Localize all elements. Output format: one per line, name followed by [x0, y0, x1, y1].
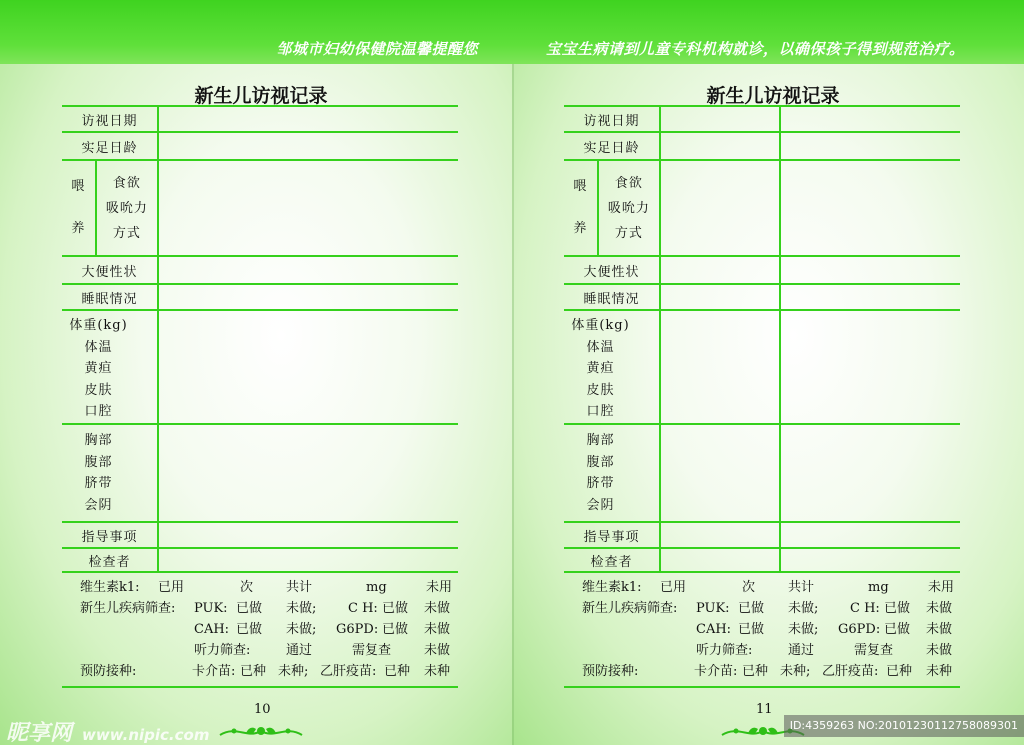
field-exam-1[interactable] [158, 310, 458, 424]
feeding-items: 食欲 吸吮力 方式 [598, 161, 659, 255]
label-guidance: 指导事项 [62, 522, 158, 548]
field-feeding-2[interactable] [780, 160, 960, 256]
field-sleep-2[interactable] [780, 284, 960, 310]
top-banner [0, 0, 512, 64]
field-guidance-2[interactable] [780, 522, 960, 548]
label-examiner: 检查者 [62, 548, 158, 572]
field-guidance[interactable] [158, 522, 458, 548]
field-exam-2[interactable] [158, 424, 458, 522]
field-guidance-1[interactable] [660, 522, 780, 548]
field-stool[interactable] [158, 256, 458, 284]
notes-vaccine: 预防接种: 卡介苗: 已种 未种; 乙肝疫苗: 已种 未种 [80, 664, 451, 679]
label-visit-date: 访视日期 [62, 106, 158, 132]
field-visit-date-1[interactable] [660, 106, 780, 132]
field-stool-2[interactable] [780, 256, 960, 284]
field-sleep-1[interactable] [660, 284, 780, 310]
field-visit-date[interactable] [158, 106, 458, 132]
notes-screen-2: CAH: 已做 未做; G6PD: 已做 未做 [194, 622, 451, 637]
label-guidance: 指导事项 [564, 522, 660, 548]
label-sleep: 睡眠情况 [62, 284, 158, 310]
page-number: 10 [254, 702, 271, 717]
field-exam-1-1[interactable] [660, 310, 780, 424]
visit-record-form [564, 105, 960, 573]
label-actual-age: 实足日龄 [564, 132, 660, 160]
field-examiner-1[interactable] [660, 548, 780, 572]
label-sleep: 睡眠情况 [564, 284, 660, 310]
notes-screen-1: 新生儿疾病筛查: PUK: 已做 未做; C H: 已做 未做 [80, 601, 451, 616]
label-actual-age: 实足日龄 [62, 132, 158, 160]
field-visit-date-2[interactable] [780, 106, 960, 132]
field-feeding-1[interactable] [660, 160, 780, 256]
banner-text: 邹城市妇幼保健院温馨提醒您 [276, 40, 478, 58]
banner-text: 宝宝生病请到儿童专科机构就诊，以确保孩子得到规范治疗。 [546, 40, 965, 58]
notes-vitk: 维生素k1: 已用 次 共计 mg 未用 [582, 580, 955, 595]
notes-screen-1: 新生儿疾病筛查: PUK: 已做 未做; C H: 已做 未做 [582, 601, 953, 616]
notes-bottom-rule [62, 686, 458, 688]
field-examiner[interactable] [158, 548, 458, 572]
field-exam-2-2[interactable] [780, 424, 960, 522]
watermark-id: ID:4359263 NO:20101230112758089301 [784, 715, 1024, 737]
feeding-items: 食欲 吸吮力 方式 [96, 161, 157, 255]
page-number: 11 [756, 702, 773, 717]
label-exam-1: 体重(kg) 体温 黄疸 皮肤 口腔 [62, 310, 158, 424]
notes-vaccine: 预防接种: 卡介苗: 已种 未种; 乙肝疫苗: 已种 未种 [582, 664, 953, 679]
notes-screen-2: CAH: 已做 未做; G6PD: 已做 未做 [696, 622, 953, 637]
label-exam-1: 体重(kg) 体温 黄疸 皮肤 口腔 [564, 310, 660, 424]
label-examiner: 检查者 [564, 548, 660, 572]
field-examiner-2[interactable] [780, 548, 960, 572]
notes-hearing: 听力筛查: 通过 需复查 未做 [696, 643, 953, 658]
field-exam-2-1[interactable] [660, 424, 780, 522]
label-feeding: 喂 养 [573, 179, 588, 236]
form-title: 新生儿访视记录 [194, 85, 328, 107]
form-title: 新生儿访视记录 [706, 85, 840, 107]
field-actual-age-2[interactable] [780, 132, 960, 160]
notes-hearing: 听力筛查: 通过 需复查 未做 [194, 643, 451, 658]
field-feeding[interactable] [158, 160, 458, 256]
notes-vitk: 维生素k1: 已用 次 共计 mg 未用 [80, 580, 453, 595]
notes-section [564, 577, 960, 682]
field-sleep[interactable] [158, 284, 458, 310]
notes-section [62, 577, 458, 682]
label-exam-2: 胸部 腹部 脐带 会阴 [564, 424, 660, 522]
feeding-cell [62, 160, 158, 256]
notes-bottom-rule [564, 686, 960, 688]
field-exam-1-2[interactable] [780, 310, 960, 424]
field-stool-1[interactable] [660, 256, 780, 284]
record-table [564, 105, 960, 573]
visit-record-form [62, 105, 458, 573]
watermark-brand: 昵享网 www.nipic.com [6, 721, 210, 745]
label-visit-date: 访视日期 [564, 106, 660, 132]
record-table [62, 105, 458, 573]
label-stool: 大便性状 [564, 256, 660, 284]
floral-ornament-icon [216, 711, 306, 741]
label-exam-2: 胸部 腹部 脐带 会阴 [62, 424, 158, 522]
field-actual-age-1[interactable] [660, 132, 780, 160]
label-stool: 大便性状 [62, 256, 158, 284]
top-banner [512, 0, 1024, 64]
right-page [512, 0, 1024, 745]
field-actual-age[interactable] [158, 132, 458, 160]
label-feeding: 喂 养 [71, 179, 86, 236]
feeding-cell [564, 160, 660, 256]
